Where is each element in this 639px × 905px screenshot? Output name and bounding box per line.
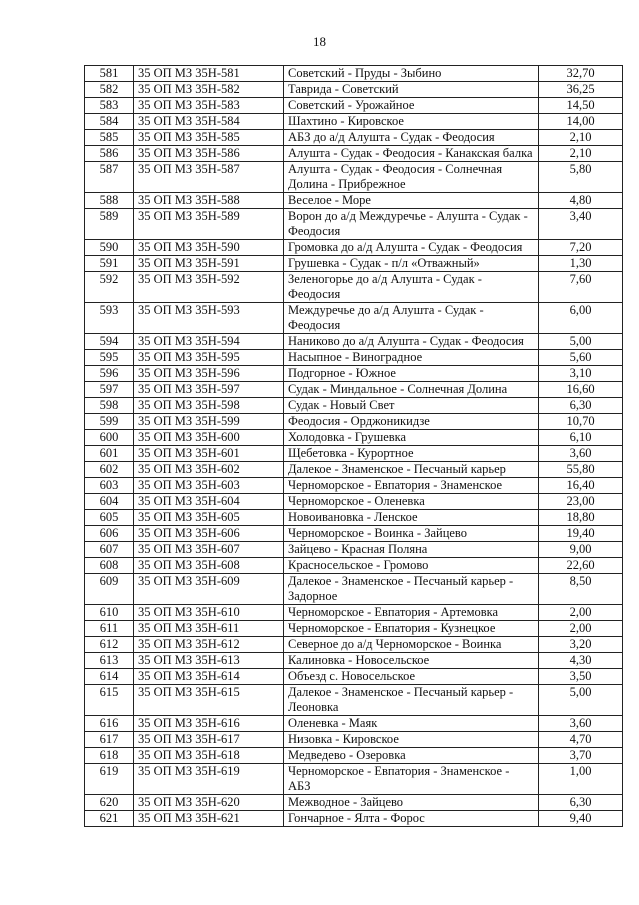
road-length-cell: 23,00 — [539, 494, 623, 510]
road-code-cell: 35 ОП МЗ 35Н-617 — [134, 732, 284, 748]
table-row — [85, 334, 623, 350]
road-name-cell: Щебетовка - Курортное — [284, 446, 539, 462]
table-row — [85, 605, 623, 621]
road-length-cell: 6,30 — [539, 795, 623, 811]
table-row — [85, 350, 623, 366]
row-number-cell: 582 — [85, 82, 134, 98]
row-number-cell: 611 — [85, 621, 134, 637]
table-row — [85, 732, 623, 748]
row-number-cell: 610 — [85, 605, 134, 621]
road-length-cell: 4,30 — [539, 653, 623, 669]
table-row — [85, 446, 623, 462]
road-code-cell: 35 ОП МЗ 35Н-611 — [134, 621, 284, 637]
road-name-cell: Северное до а/д Черноморское - Воинка — [284, 637, 539, 653]
road-code-cell: 35 ОП МЗ 35Н-613 — [134, 653, 284, 669]
road-name-cell: Новоивановка - Ленское — [284, 510, 539, 526]
road-code-cell: 35 ОП МЗ 35Н-615 — [134, 685, 284, 716]
row-number-cell: 606 — [85, 526, 134, 542]
road-length-cell: 19,40 — [539, 526, 623, 542]
road-code-cell: 35 ОП МЗ 35Н-604 — [134, 494, 284, 510]
table-row — [85, 193, 623, 209]
row-number-cell: 593 — [85, 303, 134, 334]
road-name-cell: Феодосия - Орджоникидзе — [284, 414, 539, 430]
row-number-cell: 602 — [85, 462, 134, 478]
road-name-cell: Черноморское - Оленевка — [284, 494, 539, 510]
road-code-cell: 35 ОП МЗ 35Н-603 — [134, 478, 284, 494]
road-length-cell: 14,00 — [539, 114, 623, 130]
road-name-cell: Далекое - Знаменское - Песчаный карьер — [284, 462, 539, 478]
row-number-cell: 598 — [85, 398, 134, 414]
row-number-cell: 583 — [85, 98, 134, 114]
road-length-cell: 2,00 — [539, 621, 623, 637]
table-row — [85, 430, 623, 446]
road-name-cell: Черноморское - Евпатория - Кузнецкое — [284, 621, 539, 637]
row-number-cell: 600 — [85, 430, 134, 446]
road-name-cell: Громовка до а/д Алушта - Судак - Феодосия — [284, 240, 539, 256]
table-row — [85, 162, 623, 193]
road-code-cell: 35 ОП МЗ 35Н-605 — [134, 510, 284, 526]
road-code-cell: 35 ОП МЗ 35Н-621 — [134, 811, 284, 827]
road-name-cell: Далекое - Знаменское - Песчаный карьер - Задорное — [284, 574, 539, 605]
road-code-cell: 35 ОП МЗ 35Н-588 — [134, 193, 284, 209]
road-code-cell: 35 ОП МЗ 35Н-616 — [134, 716, 284, 732]
road-name-cell: Холодовка - Грушевка — [284, 430, 539, 446]
road-length-cell: 3,20 — [539, 637, 623, 653]
road-code-cell: 35 ОП МЗ 35Н-597 — [134, 382, 284, 398]
road-name-cell: Далекое - Знаменское - Песчаный карьер - Леоновка — [284, 685, 539, 716]
row-number-cell: 605 — [85, 510, 134, 526]
road-length-cell: 5,60 — [539, 350, 623, 366]
roads-table — [84, 65, 623, 827]
road-name-cell: Советский - Урожайное — [284, 98, 539, 114]
road-length-cell: 4,80 — [539, 193, 623, 209]
row-number-cell: 590 — [85, 240, 134, 256]
road-name-cell: Медведево - Озеровка — [284, 748, 539, 764]
row-number-cell: 595 — [85, 350, 134, 366]
table-row — [85, 382, 623, 398]
road-name-cell: Оленевка - Маяк — [284, 716, 539, 732]
row-number-cell: 586 — [85, 146, 134, 162]
row-number-cell: 609 — [85, 574, 134, 605]
road-code-cell: 35 ОП МЗ 35Н-620 — [134, 795, 284, 811]
row-number-cell: 604 — [85, 494, 134, 510]
road-code-cell: 35 ОП МЗ 35Н-582 — [134, 82, 284, 98]
table-row — [85, 685, 623, 716]
road-length-cell: 16,40 — [539, 478, 623, 494]
road-name-cell: Алушта - Судак - Феодосия - Канакская балка — [284, 146, 539, 162]
road-length-cell: 10,70 — [539, 414, 623, 430]
road-length-cell: 9,00 — [539, 542, 623, 558]
row-number-cell: 585 — [85, 130, 134, 146]
road-name-cell: Объезд с. Новосельское — [284, 669, 539, 685]
table-row — [85, 542, 623, 558]
row-number-cell: 592 — [85, 272, 134, 303]
road-name-cell: Зеленогорье до а/д Алушта - Судак - Феодосия — [284, 272, 539, 303]
road-code-cell: 35 ОП МЗ 35Н-608 — [134, 558, 284, 574]
row-number-cell: 608 — [85, 558, 134, 574]
table-row — [85, 130, 623, 146]
road-code-cell: 35 ОП МЗ 35Н-600 — [134, 430, 284, 446]
road-length-cell: 1,30 — [539, 256, 623, 272]
road-code-cell: 35 ОП МЗ 35Н-602 — [134, 462, 284, 478]
table-row — [85, 114, 623, 130]
table-row — [85, 811, 623, 827]
road-length-cell: 3,10 — [539, 366, 623, 382]
road-length-cell: 6,30 — [539, 398, 623, 414]
road-code-cell: 35 ОП МЗ 35Н-593 — [134, 303, 284, 334]
row-number-cell: 584 — [85, 114, 134, 130]
road-code-cell: 35 ОП МЗ 35Н-599 — [134, 414, 284, 430]
road-code-cell: 35 ОП МЗ 35Н-595 — [134, 350, 284, 366]
road-code-cell: 35 ОП МЗ 35Н-583 — [134, 98, 284, 114]
road-code-cell: 35 ОП МЗ 35Н-586 — [134, 146, 284, 162]
road-name-cell: Красносельское - Громово — [284, 558, 539, 574]
road-code-cell: 35 ОП МЗ 35Н-581 — [134, 66, 284, 82]
road-length-cell: 5,80 — [539, 162, 623, 193]
row-number-cell: 587 — [85, 162, 134, 193]
table-row — [85, 478, 623, 494]
row-number-cell: 613 — [85, 653, 134, 669]
road-length-cell: 2,00 — [539, 605, 623, 621]
road-code-cell: 35 ОП МЗ 35Н-606 — [134, 526, 284, 542]
road-length-cell: 18,80 — [539, 510, 623, 526]
row-number-cell: 621 — [85, 811, 134, 827]
road-length-cell: 3,40 — [539, 209, 623, 240]
table-row — [85, 303, 623, 334]
table-row — [85, 414, 623, 430]
road-name-cell: Шахтино - Кировское — [284, 114, 539, 130]
table-row — [85, 146, 623, 162]
table-row — [85, 558, 623, 574]
road-code-cell: 35 ОП МЗ 35Н-592 — [134, 272, 284, 303]
row-number-cell: 601 — [85, 446, 134, 462]
table-row — [85, 764, 623, 795]
row-number-cell: 596 — [85, 366, 134, 382]
table-row — [85, 510, 623, 526]
table-row — [85, 256, 623, 272]
row-number-cell: 594 — [85, 334, 134, 350]
road-name-cell: Межводное - Зайцево — [284, 795, 539, 811]
road-code-cell: 35 ОП МЗ 35Н-607 — [134, 542, 284, 558]
road-length-cell: 4,70 — [539, 732, 623, 748]
road-name-cell: АБЗ до а/д Алушта - Судак - Феодосия — [284, 130, 539, 146]
table-row — [85, 526, 623, 542]
table-row — [85, 716, 623, 732]
road-code-cell: 35 ОП МЗ 35Н-598 — [134, 398, 284, 414]
road-name-cell: Насыпное - Виноградное — [284, 350, 539, 366]
row-number-cell: 603 — [85, 478, 134, 494]
road-name-cell: Черноморское - Евпатория - Знаменское - АБЗ — [284, 764, 539, 795]
road-name-cell: Подгорное - Южное — [284, 366, 539, 382]
table-row — [85, 494, 623, 510]
table-row — [85, 82, 623, 98]
row-number-cell: 612 — [85, 637, 134, 653]
road-code-cell: 35 ОП МЗ 35Н-590 — [134, 240, 284, 256]
row-number-cell: 607 — [85, 542, 134, 558]
road-name-cell: Черноморское - Воинка - Зайцево — [284, 526, 539, 542]
page-number: 18 — [313, 34, 326, 49]
row-number-cell: 588 — [85, 193, 134, 209]
road-length-cell: 9,40 — [539, 811, 623, 827]
road-name-cell: Наниково до а/д Алушта - Судак - Феодосия — [284, 334, 539, 350]
table-row — [85, 653, 623, 669]
road-name-cell: Таврида - Советский — [284, 82, 539, 98]
road-length-cell: 36,25 — [539, 82, 623, 98]
row-number-cell: 618 — [85, 748, 134, 764]
row-number-cell: 599 — [85, 414, 134, 430]
road-length-cell: 14,50 — [539, 98, 623, 114]
road-name-cell: Низовка - Кировское — [284, 732, 539, 748]
road-name-cell: Судак - Миндальное - Солнечная Долина — [284, 382, 539, 398]
road-length-cell: 2,10 — [539, 146, 623, 162]
row-number-cell: 615 — [85, 685, 134, 716]
road-length-cell: 3,70 — [539, 748, 623, 764]
table-row — [85, 574, 623, 605]
road-code-cell: 35 ОП МЗ 35Н-601 — [134, 446, 284, 462]
road-name-cell: Судак - Новый Свет — [284, 398, 539, 414]
table-row — [85, 748, 623, 764]
road-name-cell: Междуречье до а/д Алушта - Судак - Феодосия — [284, 303, 539, 334]
row-number-cell: 616 — [85, 716, 134, 732]
row-number-cell: 617 — [85, 732, 134, 748]
road-name-cell: Черноморское - Евпатория - Артемовка — [284, 605, 539, 621]
road-length-cell: 3,50 — [539, 669, 623, 685]
road-length-cell: 6,00 — [539, 303, 623, 334]
road-name-cell: Ворон до а/д Междуречье - Алушта - Судак - Феодосия — [284, 209, 539, 240]
row-number-cell: 619 — [85, 764, 134, 795]
table-row — [85, 240, 623, 256]
row-number-cell: 591 — [85, 256, 134, 272]
road-code-cell: 35 ОП МЗ 35Н-591 — [134, 256, 284, 272]
table-row — [85, 98, 623, 114]
table-row — [85, 669, 623, 685]
road-length-cell: 2,10 — [539, 130, 623, 146]
table-row — [85, 272, 623, 303]
road-length-cell: 5,00 — [539, 334, 623, 350]
road-length-cell: 3,60 — [539, 716, 623, 732]
road-code-cell: 35 ОП МЗ 35Н-610 — [134, 605, 284, 621]
road-length-cell: 7,60 — [539, 272, 623, 303]
road-length-cell: 3,60 — [539, 446, 623, 462]
road-code-cell: 35 ОП МЗ 35Н-587 — [134, 162, 284, 193]
row-number-cell: 597 — [85, 382, 134, 398]
road-length-cell: 32,70 — [539, 66, 623, 82]
road-code-cell: 35 ОП МЗ 35Н-619 — [134, 764, 284, 795]
roads-table-body — [85, 66, 623, 827]
road-code-cell: 35 ОП МЗ 35Н-594 — [134, 334, 284, 350]
road-length-cell: 7,20 — [539, 240, 623, 256]
road-code-cell: 35 ОП МЗ 35Н-612 — [134, 637, 284, 653]
road-code-cell: 35 ОП МЗ 35Н-585 — [134, 130, 284, 146]
road-name-cell: Зайцево - Красная Поляна — [284, 542, 539, 558]
table-row — [85, 66, 623, 82]
road-code-cell: 35 ОП МЗ 35Н-589 — [134, 209, 284, 240]
table-row — [85, 795, 623, 811]
road-code-cell: 35 ОП МЗ 35Н-614 — [134, 669, 284, 685]
row-number-cell: 620 — [85, 795, 134, 811]
road-length-cell: 5,00 — [539, 685, 623, 716]
road-name-cell: Черноморское - Евпатория - Знаменское — [284, 478, 539, 494]
road-length-cell: 16,60 — [539, 382, 623, 398]
table-row — [85, 209, 623, 240]
road-name-cell: Гончарное - Ялта - Форос — [284, 811, 539, 827]
road-name-cell: Грушевка - Судак - п/л «Отважный» — [284, 256, 539, 272]
row-number-cell: 581 — [85, 66, 134, 82]
row-number-cell: 614 — [85, 669, 134, 685]
table-row — [85, 462, 623, 478]
road-length-cell: 8,50 — [539, 574, 623, 605]
road-length-cell: 1,00 — [539, 764, 623, 795]
road-length-cell: 6,10 — [539, 430, 623, 446]
row-number-cell: 589 — [85, 209, 134, 240]
road-code-cell: 35 ОП МЗ 35Н-609 — [134, 574, 284, 605]
road-code-cell: 35 ОП МЗ 35Н-618 — [134, 748, 284, 764]
table-row — [85, 621, 623, 637]
road-code-cell: 35 ОП МЗ 35Н-584 — [134, 114, 284, 130]
road-name-cell: Алушта - Судак - Феодосия - Солнечная Долина - Прибрежное — [284, 162, 539, 193]
table-row — [85, 637, 623, 653]
road-name-cell: Веселое - Море — [284, 193, 539, 209]
table-row — [85, 366, 623, 382]
road-name-cell: Советский - Пруды - Зыбино — [284, 66, 539, 82]
road-name-cell: Калиновка - Новосельское — [284, 653, 539, 669]
road-code-cell: 35 ОП МЗ 35Н-596 — [134, 366, 284, 382]
road-length-cell: 22,60 — [539, 558, 623, 574]
road-length-cell: 55,80 — [539, 462, 623, 478]
table-row — [85, 398, 623, 414]
